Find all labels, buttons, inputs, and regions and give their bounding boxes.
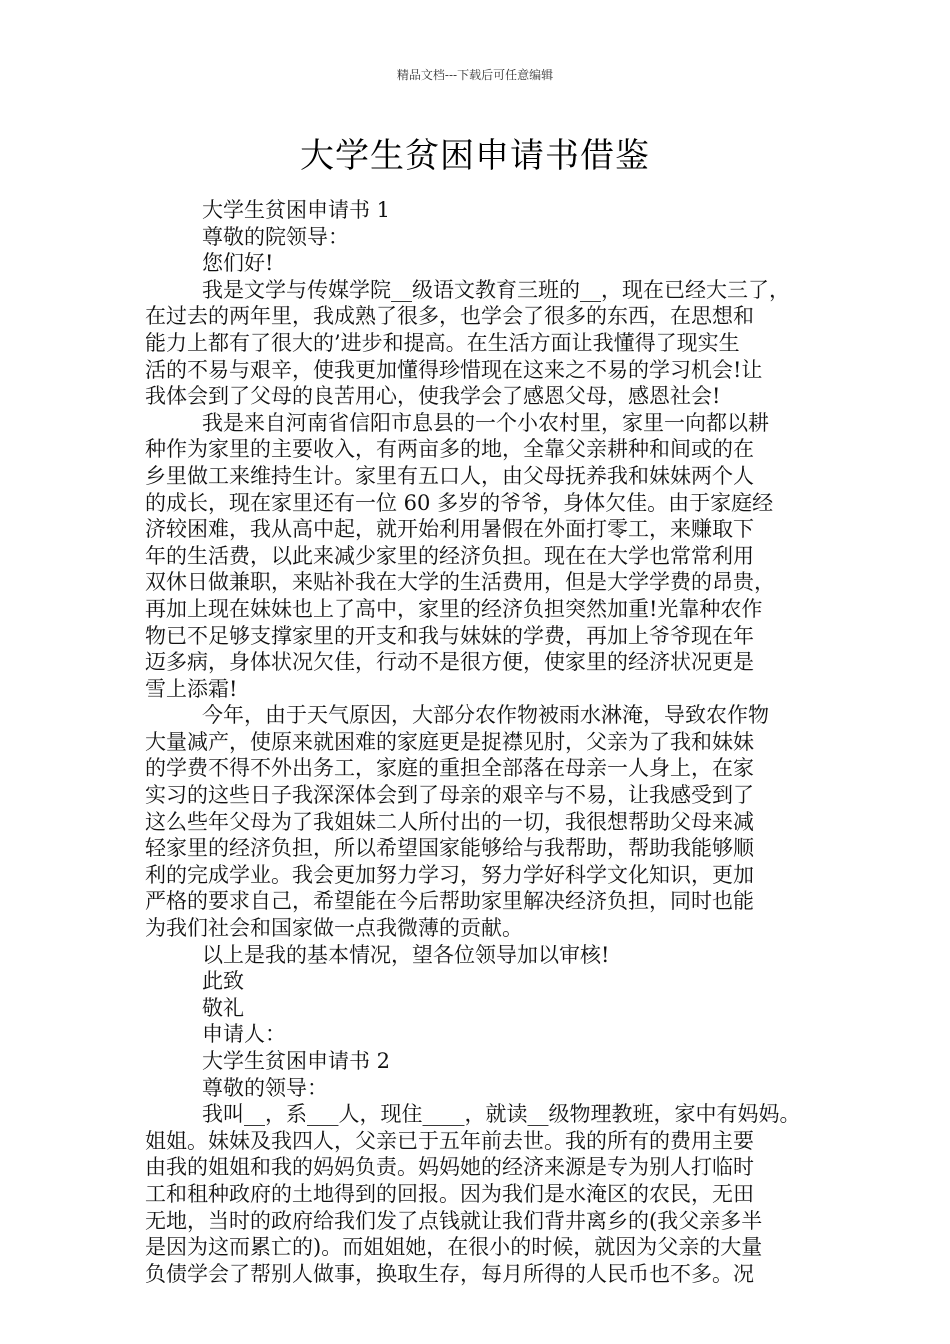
text-line: 为我们社会和国家做一点我微薄的贡献。 xyxy=(145,916,523,941)
text-line: 无地，当时的政府给我们发了点钱就让我们背井离乡的(我父亲多半 xyxy=(145,1208,763,1233)
text-line: 我是来自河南省信阳市息县的一个小农村里，家里一向都以耕 xyxy=(202,410,769,435)
text-line: 您们好! xyxy=(202,251,274,276)
text-line: 的学费不得不外出务工，家庭的重担全部落在母亲一人身上，在家 xyxy=(145,756,754,781)
text-line: 尊敬的院领导： xyxy=(202,224,349,249)
text-line: 物已不足够支撑家里的开支和我与妹妹的学费，再加上爷爷现在年 xyxy=(145,623,754,648)
text-line: 双休日做兼职，来贴补我在大学的生活费用，但是大学学费的昂贵， xyxy=(145,570,775,595)
text-line: 严格的要求自己，希望能在今后帮助家里解决经济负担，同时也能 xyxy=(145,889,754,914)
text-line: 敬礼 xyxy=(202,995,244,1020)
text-line: 轻家里的经济负担，所以希望国家能够给与我帮助，帮助我能够顺 xyxy=(145,836,754,861)
text-line: 工和租种政府的土地得到的回报。因为我们是水淹区的农民，无田 xyxy=(145,1181,754,1206)
header-watermark: 精品文档---下载后可任意编辑 xyxy=(396,68,554,82)
text-line: 利的完成学业。我会更加努力学习，努力学好科学文化知识，更加 xyxy=(145,862,754,887)
text-line: 这么些年父母为了我姐妹二人所付出的一切，我很想帮助父母来减 xyxy=(145,809,754,834)
text-line: 的成长，现在家里还有一位 60 多岁的爷爷，身体欠佳。由于家庭经 xyxy=(145,490,774,515)
text-line: 申请人： xyxy=(202,1022,286,1047)
text-line: 济较困难，我从高中起，就开始利用暑假在外面打零工，来赚取下 xyxy=(145,517,754,542)
text-line: 种作为家里的主要收入，有两亩多的地，全靠父亲耕种和间或的在 xyxy=(145,437,754,462)
text-line: 大学生贫困申请书 1 xyxy=(202,198,391,222)
text-line: 实习的这些日子我深深体会到了母亲的艰辛与不易，让我感受到了 xyxy=(145,783,754,808)
text-line: 今年，由于天气原因，大部分农作物被雨水淋淹，导致农作物 xyxy=(202,703,769,728)
text-line: 尊敬的领导： xyxy=(202,1075,328,1100)
text-line: 我叫__，系___人，现住____，就读__级物理教班，家中有妈妈。 xyxy=(202,1102,801,1127)
text-line: 在过去的两年里，我成熟了很多，也学会了很多的东西，在思想和 xyxy=(145,304,754,329)
text-line: 以上是我的基本情况，望各位领导加以审核! xyxy=(202,942,610,967)
text-line: 雪上添霜! xyxy=(145,676,238,701)
text-line: 我是文学与传媒学院__级语文教育三班的__，现在已经大三了， xyxy=(202,277,790,302)
page-title: 大学生贫困申请书借鉴 xyxy=(300,136,650,176)
text-line: 是因为这而累亡的)。而姐姐她，在很小的时候，就因为父亲的大量 xyxy=(145,1235,763,1260)
text-line: 大学生贫困申请书 2 xyxy=(202,1049,391,1073)
text-line: 姐姐。妹妹及我四人，父亲已于五年前去世。我的所有的费用主要 xyxy=(145,1128,754,1153)
document-body xyxy=(145,197,827,1287)
text-line: 我体会到了父母的良苦用心，使我学会了感恩父母，感恩社会! xyxy=(145,384,721,409)
text-line: 此致 xyxy=(202,969,244,994)
text-line: 迈多病，身体状况欠佳，行动不是很方便，使家里的经济状况更是 xyxy=(145,650,754,675)
text-line: 由我的姐姐和我的妈妈负责。妈妈她的经济来源是专为别人打临时 xyxy=(145,1155,754,1180)
text-line: 再加上现在妹妹也上了高中，家里的经济负担突然加重!光靠种农作 xyxy=(145,596,763,621)
text-line: 能力上都有了很大的’进步和提高。在生活方面让我懂得了现实生 xyxy=(145,330,740,355)
text-line: 大量减产，使原来就困难的家庭更是捉襟见肘，父亲为了我和妹妹 xyxy=(145,729,754,754)
text-line: 年的生活费，以此来减少家里的经济负担。现在在大学也常常利用 xyxy=(145,543,754,568)
text-line: 负债学会了帮别人做事，换取生存，每月所得的人民币也不多。况 xyxy=(145,1261,754,1286)
text-line: 活的不易与艰辛，使我更加懂得珍惜现在这来之不易的学习机会!让 xyxy=(145,357,763,382)
text-line: 乡里做工来维持生计。家里有五口人，由父母抚养我和妹妹两个人 xyxy=(145,463,754,488)
